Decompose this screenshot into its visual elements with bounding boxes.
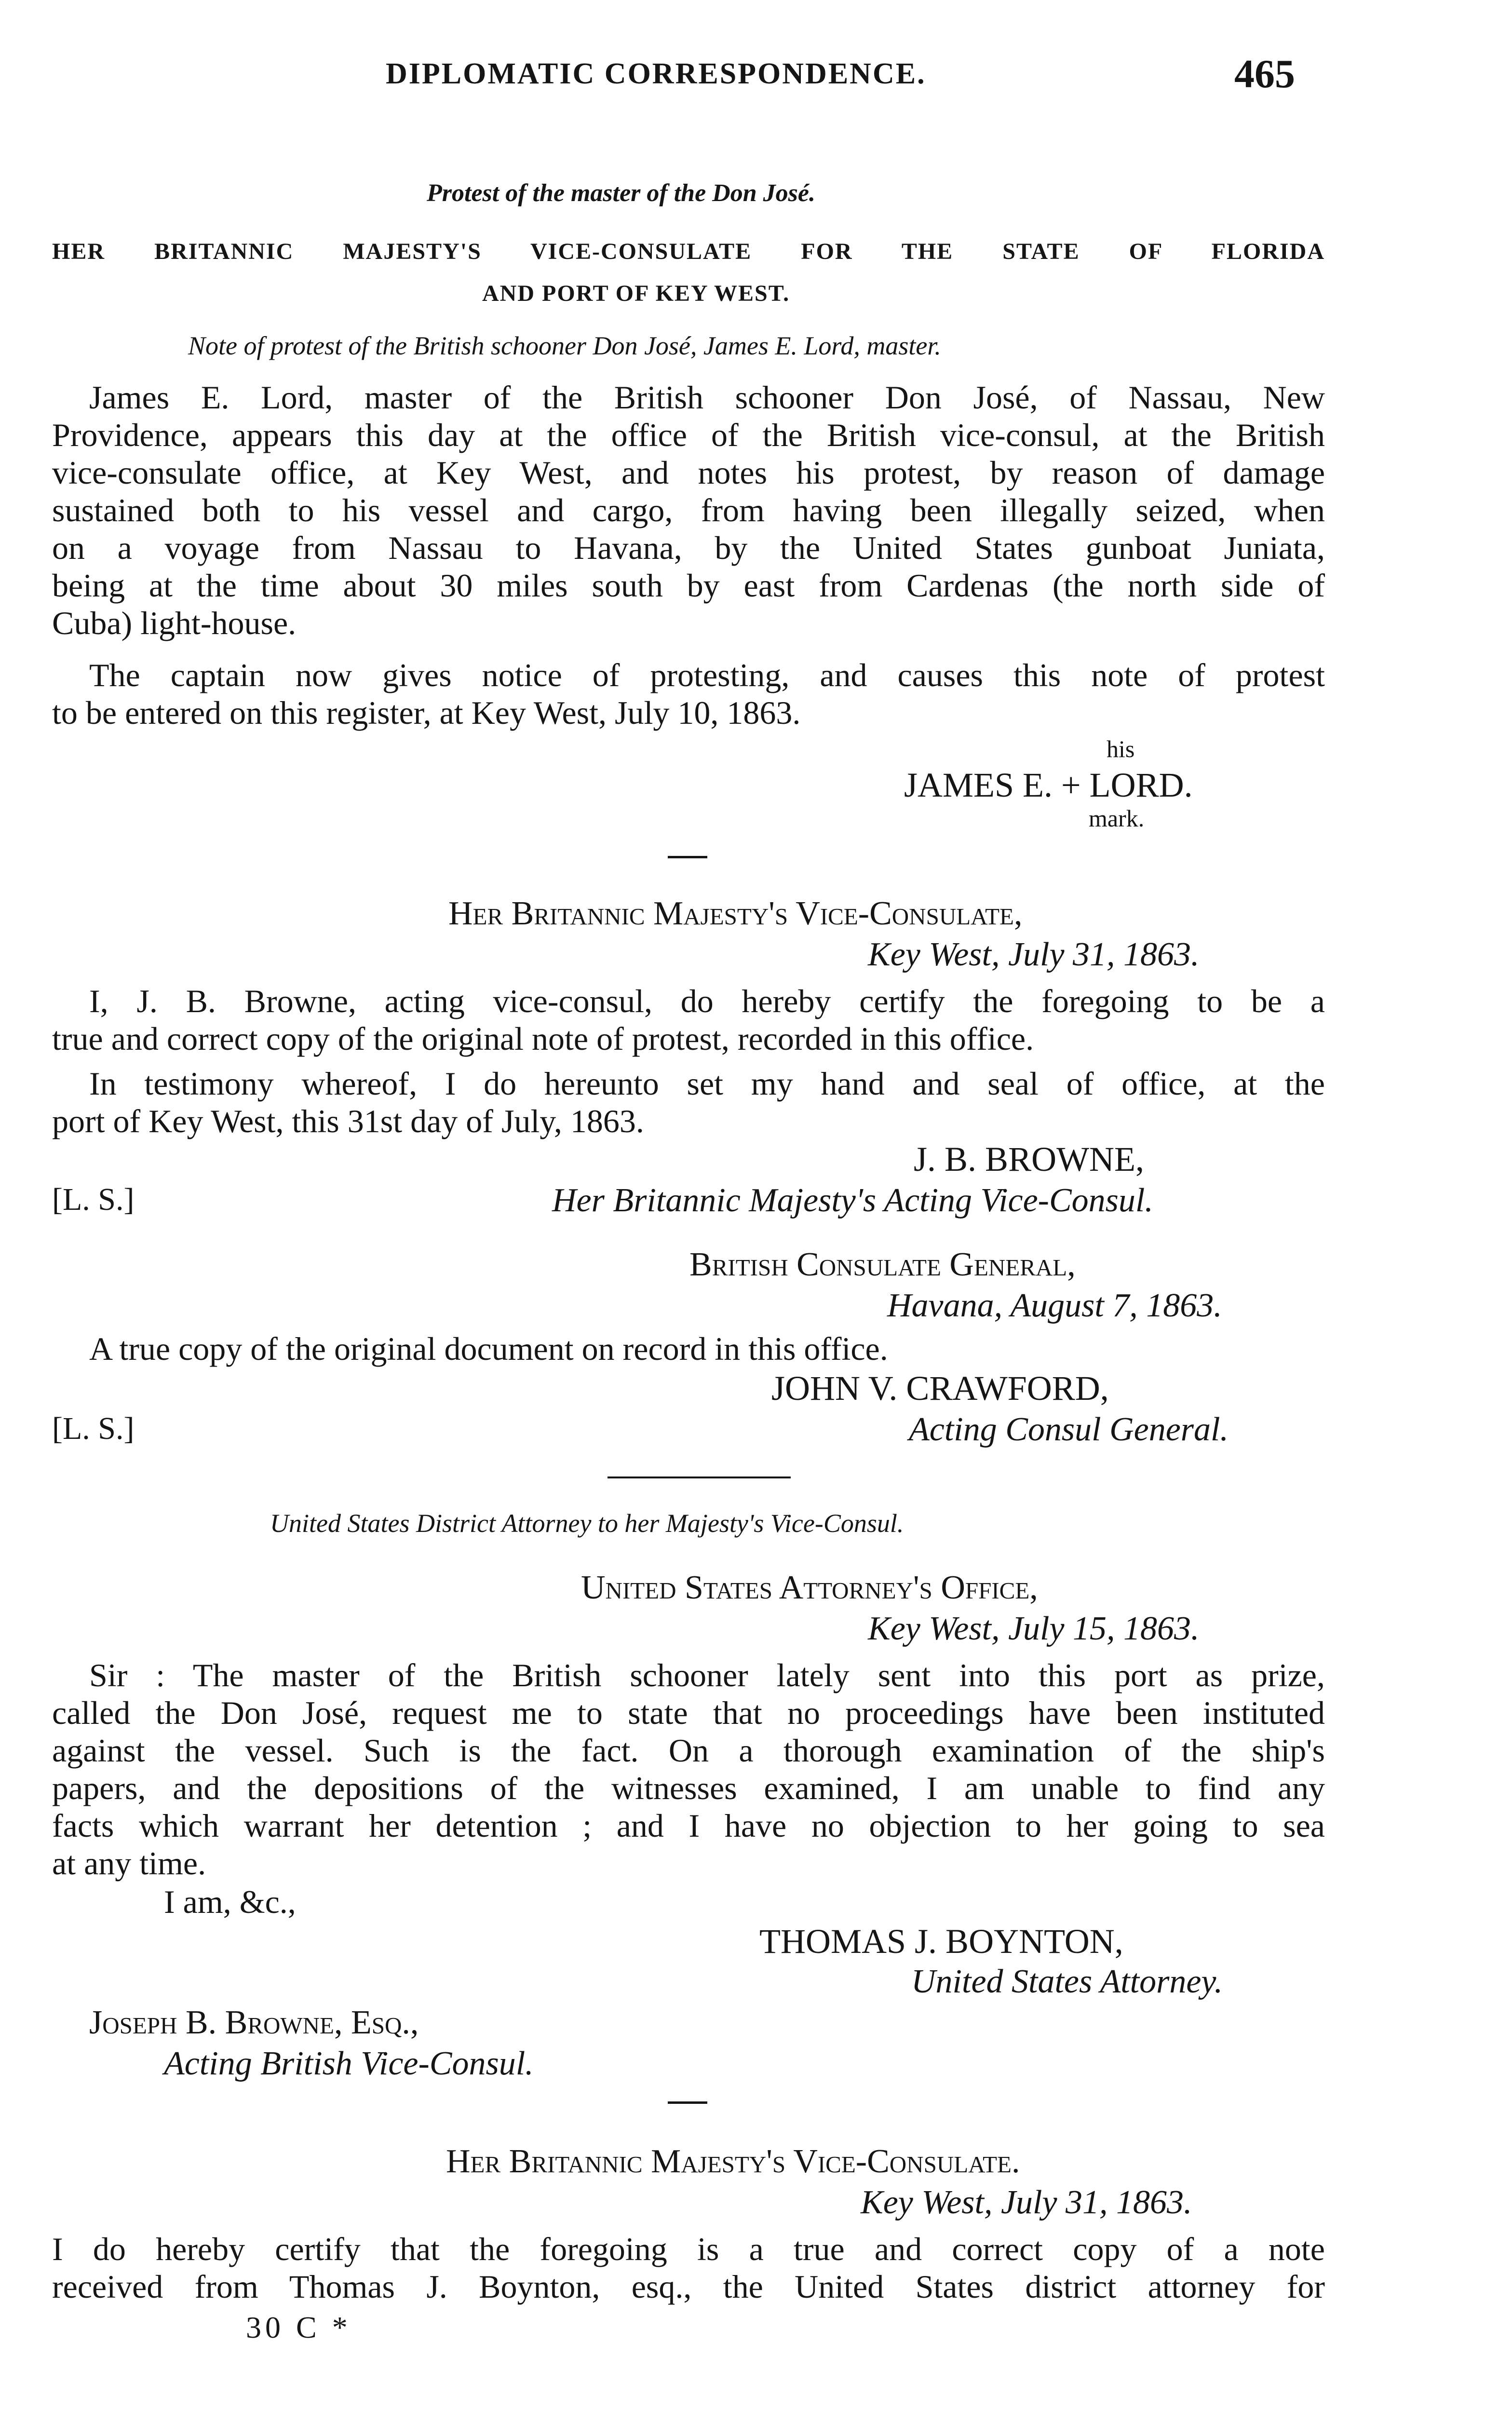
protest-line: Cuba) light-house.: [52, 605, 297, 641]
letter-signer: THOMAS J. BOYNTON,: [759, 1922, 1123, 1961]
letter-heading: United States District Attorney to her Majesty's Vice-Consul.: [270, 1509, 904, 1538]
protest-line: being at the time about 30 miles south by east from Cardenas (the north side of: [52, 567, 1325, 604]
cert1-seal: [L. S.]: [52, 1182, 135, 1217]
section-rule: [608, 1476, 791, 1478]
protest-line: The captain now gives notice of protesting, and causes this note of protest: [89, 657, 1325, 693]
protest-line: James E. Lord, master of the British schooner Don José, of Nassau, New: [89, 379, 1325, 416]
letter-line: Sir : The master of the British schooner lately sent into this port as prize,: [89, 1657, 1325, 1693]
protest-heading: Protest of the master of the Don José.: [427, 179, 815, 207]
cert2-dateline: Havana, August 7, 1863.: [887, 1287, 1222, 1324]
letter-line: papers, and the depositions of the witnesses examined, I am unable to find any: [52, 1770, 1325, 1806]
cert1-dateline: Key West, July 31, 1863.: [868, 936, 1200, 973]
signature-mark-footer: 30 C *: [246, 2310, 351, 2344]
protest-line: vice-consulate office, at Key West, and notes his protest, by reason of damage: [52, 454, 1325, 491]
cert3-line: I do hereby certify that the foregoing is a true and correct copy of a note: [52, 2231, 1325, 2267]
cert1-line: port of Key West, this 31st day of July, 1863.: [52, 1103, 644, 1139]
letter-signer-title: United States Attorney.: [911, 1963, 1223, 2000]
office-line-2: AND PORT OF KEY WEST.: [482, 281, 790, 306]
letter-office: United States Attorney's Office,: [581, 1569, 1038, 1606]
cert3-dateline: Key West, July 31, 1863.: [861, 2184, 1192, 2221]
cert1-line: true and correct copy of the original note of protest, recorded in this office.: [52, 1020, 1034, 1057]
cert1-office: Her Britannic Majesty's Vice-Consulate,: [448, 895, 1023, 932]
protest-line: sustained both to his vessel and cargo, from having been illegally seized, when: [52, 492, 1325, 528]
letter-dateline: Key West, July 15, 1863.: [868, 1610, 1200, 1647]
addressee-name: Joseph B. Browne, Esq.,: [89, 2004, 419, 2041]
cert1-line: In testimony whereof, I do hereunto set my hand and seal of office, at the: [89, 1065, 1325, 1102]
letter-line: called the Don José, request me to state that no proceedings have been instituted: [52, 1694, 1325, 1731]
cert1-title: Her Britannic Majesty's Acting Vice-Consul.: [552, 1182, 1153, 1219]
protest-subheading: Note of protest of the British schooner Don José, James E. Lord, master.: [188, 331, 941, 360]
signature-name: JAMES E. + LORD.: [904, 766, 1193, 804]
protest-line: Providence, appears this day at the office of the British vice-consul, at the British: [52, 417, 1325, 453]
letter-line: against the vessel. Such is the fact. On a thorough examination of the ship's: [52, 1732, 1325, 1769]
protest-line: on a voyage from Nassau to Havana, by the United States gunboat Juniata,: [52, 529, 1325, 566]
cert1-signer: J. B. BROWNE,: [914, 1140, 1145, 1178]
addressee-title: Acting British Vice-Consul.: [164, 2045, 534, 2082]
page-number: 465: [1234, 52, 1295, 96]
protest-line: to be entered on this register, at Key West, July 10, 1863.: [52, 694, 801, 731]
section-rule: [668, 2101, 707, 2104]
letter-line: facts which warrant her detention ; and I have no objection to her going to sea: [52, 1807, 1325, 1844]
cert2-office: British Consulate General,: [689, 1246, 1076, 1283]
cert1-line: I, J. B. Browne, acting vice-consul, do hereby certify the foregoing to be a: [89, 983, 1325, 1019]
running-title: DIPLOMATIC CORRESPONDENCE.: [386, 57, 926, 90]
office-line-1: HER BRITANNIC MAJESTY'S VICE-CONSULATE FOR THE STATE OF FLORIDA: [52, 239, 1325, 264]
cert2-text: A true copy of the original document on record in this office.: [89, 1330, 888, 1367]
signature-his: his: [1107, 735, 1135, 762]
cert2-title: Acting Consul General.: [909, 1411, 1228, 1448]
signature-mark: mark.: [1089, 805, 1145, 832]
cert2-signer: JOHN V. CRAWFORD,: [771, 1369, 1109, 1408]
letter-closing: I am, &c.,: [164, 1883, 296, 1920]
cert3-line: received from Thomas J. Boynton, esq., the United States district attorney for: [52, 2268, 1325, 2305]
letter-line: at any time.: [52, 1845, 206, 1882]
cert3-office: Her Britannic Majesty's Vice-Consulate.: [446, 2143, 1020, 2180]
cert2-seal: [L. S.]: [52, 1411, 135, 1446]
section-rule: [668, 856, 707, 858]
